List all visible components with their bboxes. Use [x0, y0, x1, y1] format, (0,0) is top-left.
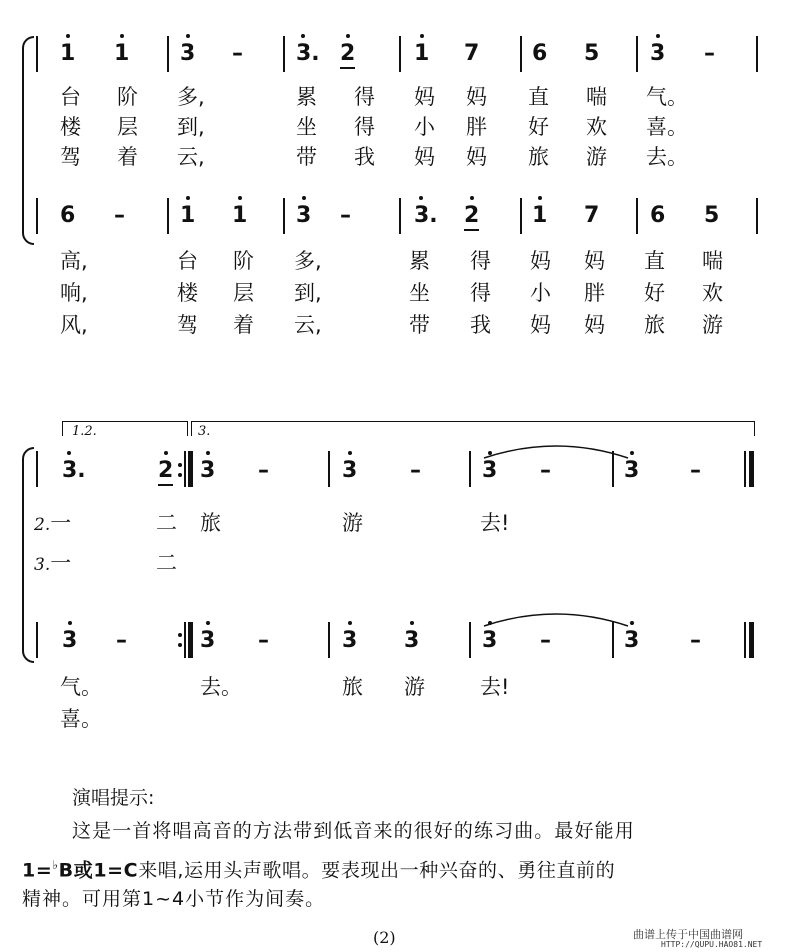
- flat-sign: ♭: [52, 858, 59, 872]
- barline: [184, 622, 186, 658]
- lyric-syllable: 多,: [177, 85, 205, 109]
- final-barline-thick: [749, 622, 754, 658]
- lyric-syllable: 小: [414, 115, 435, 139]
- lyric-syllable: 我: [470, 313, 491, 337]
- note: 6: [532, 41, 548, 66]
- lyric-syllable: 驾: [177, 313, 198, 337]
- barline: [184, 451, 186, 487]
- note: 6: [60, 203, 76, 228]
- lyric-syllable: 得: [470, 281, 491, 305]
- lyric-syllable: 妈: [466, 85, 487, 109]
- lyric-syllable: 到,: [177, 115, 205, 139]
- lyric-syllable: 到,: [294, 281, 322, 305]
- note: 3: [342, 460, 357, 482]
- dash-sustain: –: [690, 458, 701, 483]
- lyric-syllable: 直: [644, 249, 665, 273]
- lyric-syllable: 层: [117, 115, 138, 139]
- page-number: (2): [373, 928, 396, 947]
- key-one: 1: [22, 859, 36, 882]
- thick-barline: [188, 451, 193, 487]
- lyric-syllable: 游: [342, 511, 363, 535]
- lyric-syllable: 胖: [466, 115, 487, 139]
- watermark: 曲谱上传于中国曲谱网: [633, 928, 743, 941]
- lyric-syllable: 去。: [646, 145, 688, 169]
- barline: [756, 198, 758, 234]
- lyric-syllable: 台: [177, 249, 198, 273]
- note: 1: [60, 43, 75, 65]
- lyric-syllable: 胖: [584, 281, 605, 305]
- note: 5: [584, 41, 600, 66]
- note: 3.: [296, 43, 320, 65]
- note: 3: [342, 630, 357, 652]
- note: 2: [464, 205, 479, 227]
- note: 2: [158, 460, 173, 482]
- hints-title: 演唱提示:: [72, 787, 155, 809]
- lyric-syllable: 楼: [177, 281, 198, 305]
- lyric-syllable: 妈: [530, 313, 551, 337]
- lyric-syllable: 喘: [702, 249, 723, 273]
- note: 7: [464, 41, 480, 66]
- system-2-lyrics: [0, 250, 789, 350]
- lyric-syllable: 妈: [466, 145, 487, 169]
- lyric-syllable: 旅: [342, 675, 363, 699]
- barline: [399, 36, 401, 72]
- thick-barline: [188, 622, 193, 658]
- note: 3: [200, 460, 215, 482]
- lyric-syllable: 阶: [117, 85, 138, 109]
- system-3-lyrics: [0, 512, 789, 592]
- lyric-syllable: 坐: [409, 281, 430, 305]
- lyric-syllable: 小: [530, 281, 551, 305]
- system-1-lyrics: [0, 86, 789, 186]
- lyric-syllable: 好: [528, 115, 549, 139]
- lyric-syllable: 坐: [296, 115, 317, 139]
- lyric-syllable: 好: [644, 281, 665, 305]
- lyric-syllable: 气。: [60, 675, 102, 699]
- note: 3: [482, 630, 497, 652]
- first-ending-label: 1.2.: [72, 424, 97, 439]
- lyric-syllable: 直: [528, 85, 549, 109]
- lyric-syllable: 累: [409, 249, 430, 273]
- lyric-syllable: 喜。: [646, 115, 688, 139]
- lyric-syllable: 3.一: [34, 551, 72, 575]
- lyric-syllable: 妈: [414, 85, 435, 109]
- note: 5: [704, 203, 720, 228]
- note: 1: [180, 205, 195, 227]
- lyric-syllable: 累: [296, 85, 317, 109]
- lyric-syllable: 着: [233, 313, 254, 337]
- lyric-syllable: 风,: [60, 313, 88, 337]
- watermark-url: HTTP://QUPU.HAO81.NET: [661, 940, 763, 949]
- dash-sustain: –: [258, 628, 269, 653]
- note: 7: [584, 203, 600, 228]
- lyric-syllable: 去!: [480, 511, 510, 535]
- system-3-notes: [0, 460, 789, 490]
- lyric-syllable: 得: [354, 85, 375, 109]
- hints-line-1: 这是一首将唱高音的方法带到低音来的很好的练习曲。最好能用: [72, 820, 635, 842]
- second-ending-label: 3.: [198, 424, 211, 439]
- lyric-syllable: 云,: [177, 145, 205, 169]
- lyric-syllable: 云,: [294, 313, 322, 337]
- lyric-syllable: 游: [702, 313, 723, 337]
- lyric-syllable: 游: [586, 145, 607, 169]
- dash-sustain: –: [540, 458, 551, 483]
- barline: [283, 36, 285, 72]
- note: 3.: [414, 205, 438, 227]
- key-c: 1=C: [93, 859, 139, 882]
- barline: [328, 622, 330, 658]
- dash-sustain: –: [258, 458, 269, 483]
- lyric-syllable: 去。: [200, 675, 242, 699]
- lyric-syllable: 响,: [60, 281, 88, 305]
- note: 3.: [62, 460, 86, 482]
- lyric-syllable: 着: [117, 145, 138, 169]
- system-4-lyrics: [0, 676, 789, 736]
- dash-sustain: –: [540, 628, 551, 653]
- lyric-syllable: 带: [296, 145, 317, 169]
- lyric-syllable: 妈: [530, 249, 551, 273]
- lyric-syllable: 去!: [480, 675, 510, 699]
- lyric-syllable: 旅: [200, 511, 221, 535]
- note: 3: [296, 205, 311, 227]
- note: 3: [200, 630, 215, 652]
- lyric-syllable: 欢: [702, 281, 723, 305]
- lyric-syllable: 喜。: [60, 707, 102, 731]
- lyric-syllable: 阶: [233, 249, 254, 273]
- second-ending-bracket: [191, 421, 755, 436]
- final-barline-thick: [749, 451, 754, 487]
- lyric-syllable: 得: [470, 249, 491, 273]
- note: 3: [404, 630, 419, 652]
- note: 1: [114, 43, 129, 65]
- final-barline-thin: [744, 622, 746, 658]
- repeat-dots: [178, 455, 182, 485]
- barline: [520, 198, 522, 234]
- lyric-syllable: 游: [404, 675, 425, 699]
- dash-sustain: –: [114, 203, 125, 228]
- dash-sustain: –: [340, 203, 351, 228]
- lyric-syllable: 驾: [60, 145, 81, 169]
- tie: [482, 608, 630, 628]
- note: 1: [532, 205, 547, 227]
- key-b-text: B或: [58, 859, 94, 882]
- note: 1: [414, 43, 429, 65]
- lyric-syllable: 我: [354, 145, 375, 169]
- lyric-syllable: 带: [409, 313, 430, 337]
- lyric-syllable: 妈: [584, 249, 605, 273]
- lyric-syllable: 旅: [644, 313, 665, 337]
- note: 3: [482, 460, 497, 482]
- note: 3: [650, 43, 665, 65]
- key-equals: =: [35, 859, 53, 882]
- system-4-notes: [0, 630, 789, 660]
- note: 3: [624, 630, 639, 652]
- barline: [756, 36, 758, 72]
- tie: [482, 440, 630, 460]
- lyric-syllable: 高,: [60, 249, 88, 273]
- lyric-syllable: 2.一: [34, 511, 72, 535]
- lyric-syllable: 喘: [586, 85, 607, 109]
- barline: [167, 198, 169, 234]
- barline: [283, 198, 285, 234]
- barline: [636, 36, 638, 72]
- lyric-syllable: 楼: [60, 115, 81, 139]
- lyric-syllable: 层: [233, 281, 254, 305]
- barline: [167, 36, 169, 72]
- note: 3: [62, 630, 77, 652]
- lyric-syllable: 妈: [584, 313, 605, 337]
- barline: [636, 198, 638, 234]
- repeat-dots: [178, 625, 182, 655]
- lyric-syllable: 欢: [586, 115, 607, 139]
- hints-line-2: [22, 852, 615, 884]
- system-2-notes: [0, 205, 789, 235]
- final-barline-thin: [744, 451, 746, 487]
- dash-sustain: –: [116, 628, 127, 653]
- lyric-syllable: 得: [354, 115, 375, 139]
- barline: [469, 622, 471, 658]
- dash-sustain: –: [690, 628, 701, 653]
- lyric-syllable: 二: [156, 551, 177, 575]
- dash-sustain: –: [232, 41, 243, 66]
- lyric-syllable: 多,: [294, 249, 322, 273]
- note: 3: [624, 460, 639, 482]
- barline: [399, 198, 401, 234]
- note: 6: [650, 203, 666, 228]
- barline: [520, 36, 522, 72]
- note: 1: [232, 205, 247, 227]
- hints-line-3: 精神。可用第1~4小节作为间奏。: [22, 888, 326, 910]
- system-1-notes: [0, 43, 789, 73]
- dash-sustain: –: [704, 41, 715, 66]
- barline: [469, 451, 471, 487]
- lyric-syllable: 妈: [414, 145, 435, 169]
- lyric-syllable: 旅: [528, 145, 549, 169]
- dash-sustain: –: [410, 458, 421, 483]
- lyric-syllable: 二: [156, 511, 177, 535]
- barline: [328, 451, 330, 487]
- lyric-syllable: 气。: [646, 85, 688, 109]
- hints-line-2-text: 来唱,运用头声歌唱。要表现出一种兴奋的、勇往直前的: [138, 859, 616, 882]
- lyric-syllable: 台: [60, 85, 81, 109]
- note: 2: [340, 43, 355, 65]
- note: 3: [180, 43, 195, 65]
